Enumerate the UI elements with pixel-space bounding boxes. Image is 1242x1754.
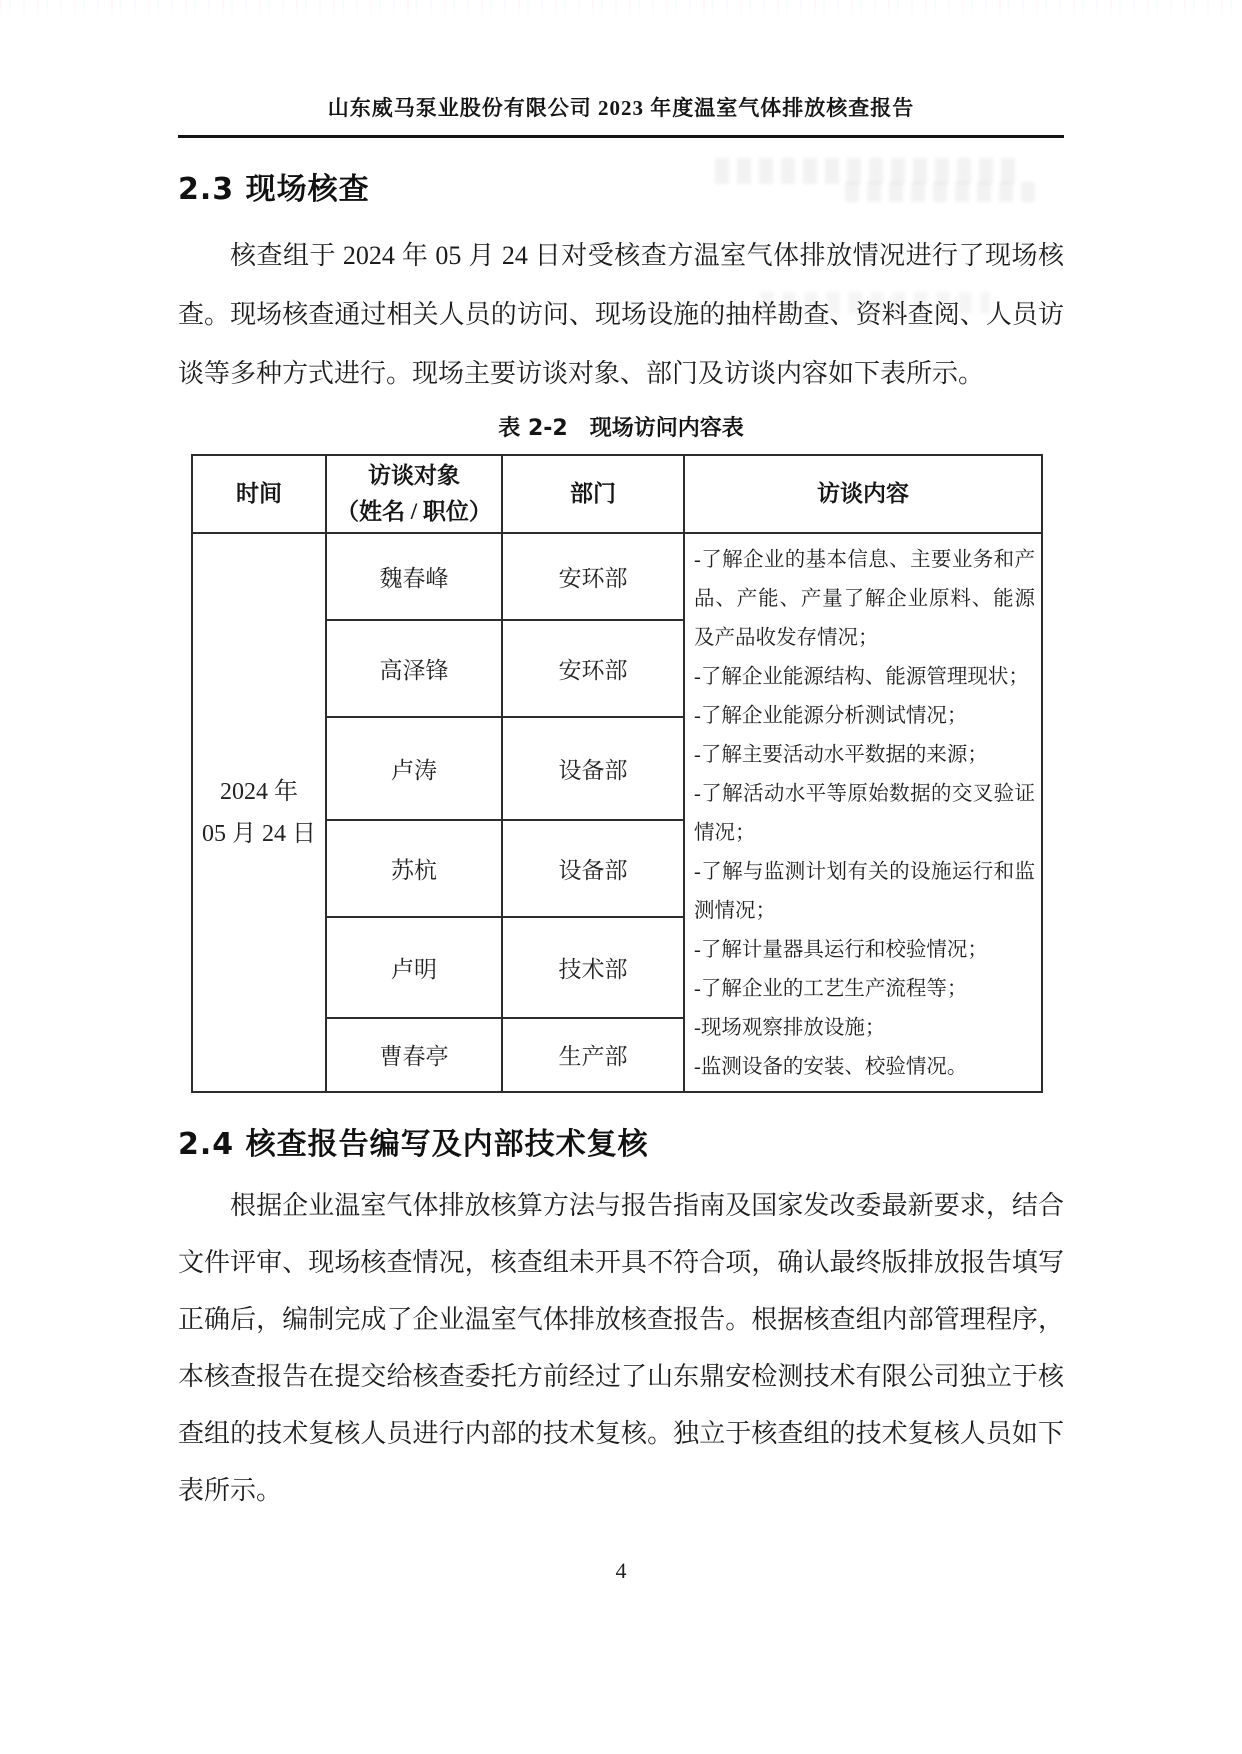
table-header-row	[192, 455, 1042, 533]
content-item: -了解计量器具运行和校验情况；	[694, 939, 988, 961]
column-header-department: 部门	[502, 455, 684, 533]
interviewee-name: 高泽锋	[326, 620, 502, 717]
content-item: -了解活动水平等原始数据的交叉验证情况；	[694, 783, 1035, 844]
section-2-4-paragraph: 根据企业温室气体排放核算方法与报告指南及国家发改委最新要求，结合文件评审、现场核查情况，核查组未开具不符合项，确认最终版排放报告填写正确后，编制完成了企业温室气体排放核查报告。根据核查组内部管理程序，本核查报告在提交给核查委托方前经过了山东鼎安检测技术有限公司独立于核查组的技术复核人员进行内部的技术复核。独立于核查组的技术复核人员如下表所示。	[178, 1191, 1064, 1505]
content-item: -了解企业能源结构、能源管理现状；	[694, 666, 1029, 688]
column-header-time: 时间	[192, 455, 326, 533]
department: 生产部	[502, 1018, 684, 1092]
interviewee-name: 魏春峰	[326, 533, 502, 620]
interview-content-cell	[684, 533, 1042, 1092]
column-header-interviewee-line1: 访谈对象	[368, 463, 460, 488]
interviewee-name: 曹春亭	[326, 1018, 502, 1092]
content-item: -了解企业的基本信息、主要业务和产品、产能、产量了解企业原料、能源及产品收发存情况；	[694, 549, 1035, 649]
time-line2: 05 月 24 日	[202, 820, 316, 847]
content-item: -了解企业能源分析测试情况；	[694, 705, 968, 727]
time-cell	[192, 533, 326, 1092]
page-number: 4	[615, 1558, 627, 1583]
table-row	[192, 533, 1042, 620]
section-2-3-paragraph: 核查组于 2024 年 05 月 24 日对受核查方温室气体排放情况进行了现场核查。现场核查通过相关人员的访问、现场设施的抽样勘查、资料查阅、人员访谈等多种方式进行。现场主要访谈对象、部门及访谈内容如下表所示。	[178, 241, 1064, 388]
department: 安环部	[502, 620, 684, 717]
document-header-title: 山东威马泵业股份有限公司 2023 年度温室气体排放核查报告	[327, 96, 915, 120]
department: 设备部	[502, 820, 684, 918]
table-caption: 表 2-2 现场访问内容表	[498, 416, 744, 441]
department: 安环部	[502, 533, 684, 620]
department: 技术部	[502, 917, 684, 1018]
interviewee-name: 苏杭	[326, 820, 502, 918]
header-divider-line	[178, 135, 1064, 138]
content-item: -现场观察排放设施；	[694, 1017, 886, 1039]
interview-table	[191, 454, 1043, 1093]
interviewee-name: 卢涛	[326, 717, 502, 820]
section-heading-2-3: 2.3 现场核查	[178, 172, 370, 207]
column-header-content: 访谈内容	[684, 455, 1042, 533]
interviewee-name: 卢明	[326, 917, 502, 1018]
section-heading-2-4: 2.4 核查报告编写及内部技术复核	[178, 1127, 649, 1162]
column-header-interviewee	[326, 455, 502, 533]
page-content	[178, 0, 1064, 1519]
content-item: -了解主要活动水平数据的来源；	[694, 744, 988, 766]
department: 设备部	[502, 717, 684, 820]
content-item: -了解企业的工艺生产流程等；	[694, 978, 968, 1000]
time-line1: 2024 年	[220, 778, 298, 805]
content-item: -了解与监测计划有关的设施运行和监测情况；	[694, 861, 1035, 922]
column-header-interviewee-line2: （姓名 / 职位）	[336, 499, 492, 524]
content-item: -监测设备的安装、校验情况。	[694, 1056, 968, 1078]
